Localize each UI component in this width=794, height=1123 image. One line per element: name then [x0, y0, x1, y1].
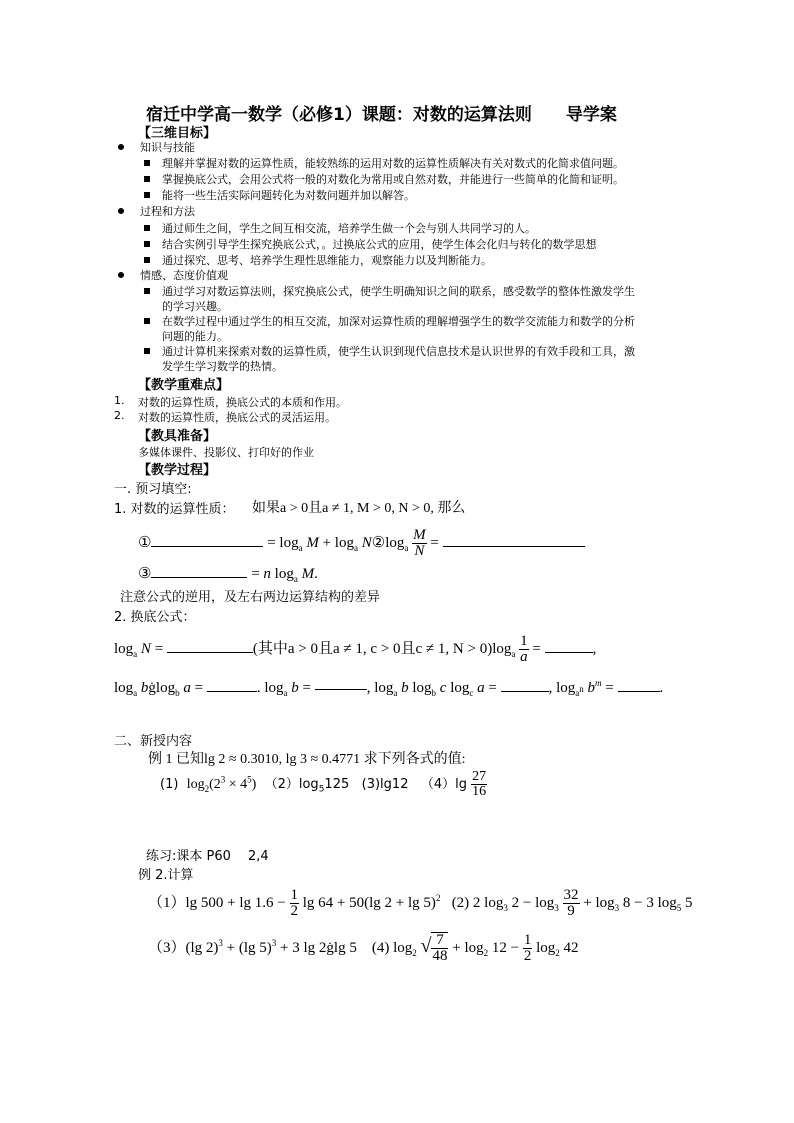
- goal-item: 能将一些生活实际问题转化为对数问题并加以解答。: [162, 189, 415, 202]
- section-heading-goals: 【三维目标】: [138, 126, 217, 141]
- goal-item: 通过师生之间，学生之间互相交流，培养学生做一个会与别人共同学习的人。: [162, 222, 536, 235]
- note-text: 注意公式的逆用，及左右两边运算结构的差异: [120, 590, 381, 605]
- tools-text: 多媒体课件、投影仪、打印好的作业: [138, 446, 314, 459]
- example-2-line-1: （1）lg 500 + lg 1.6 − $\frac{1}{2}$ lg 64 + 50(lg 2 + lg 5)$^2$ (2) 2 $\log_3 2 - \log_3$ $\frac{32}{9}$ + $\log_3 8 - 3$ $\log_5 5$: [148, 887, 693, 919]
- goal-category-1: 知识与技能: [140, 141, 195, 154]
- goal-item: 通过计算机来探索对数的运算性质，使学生认识到现代信息技术是认识世界的有效手段和工具，激: [162, 345, 635, 358]
- example-1-intro: 例 1 已知lg 2 ≈ 0.3010, lg 3 ≈ 0.4771 求下列各式的值:: [148, 752, 466, 767]
- question-1-condition: 如果a > 0且a ≠ 1, M > 0, N > 0, 那么: [252, 501, 466, 516]
- page-title: 宿迁中学高一数学（必修1）课题：对数的运算法则 导学案: [146, 105, 617, 125]
- goal-category-2: 过程和方法: [140, 205, 195, 218]
- ex1-item-label: （2）log: [264, 777, 319, 792]
- answer-blank[interactable]: [315, 688, 367, 690]
- part-heading-new: 二、新授内容: [114, 734, 193, 749]
- formula-line-1: ① = $\log_a M + \log_a$ $N②\log_a$ $\frac{M}{N}$ =: [138, 528, 585, 559]
- answer-blank[interactable]: [545, 651, 593, 653]
- section-heading-process: 【教学过程】: [138, 463, 217, 478]
- square-bullet-icon: [144, 225, 150, 231]
- goal-category-3: 情感、态度价值观: [140, 269, 228, 282]
- answer-blank[interactable]: [618, 690, 660, 692]
- change-of-base-condition: (其中a > 0且a ≠ 1, c > 0且c ≠ 1, N > 0): [252, 640, 493, 657]
- goal-item-cont: 的学习兴趣。: [162, 300, 228, 313]
- question-2-label: 2. 换底公式：: [114, 610, 196, 625]
- part-heading-preview: 一. 预习填空:: [114, 482, 192, 497]
- change-of-base-line-2: $\log_a$ bġlog$_b$ a = . $\log_a b$ = , $\log_a b$ $\log_b c$ $\log_c a$ = , $\log_{a^n} b^m$ = .: [114, 678, 664, 698]
- square-bullet-icon: [144, 160, 150, 166]
- list-number: 2.: [114, 409, 125, 422]
- bullet-icon: [118, 272, 124, 278]
- answer-blank[interactable]: [151, 545, 263, 547]
- goal-item: 在数学过程中通过学生的相互交流，加深对运算性质的理解增强学生的数学交流能力和数学的分析: [162, 315, 635, 328]
- circled-number: ③: [138, 566, 152, 582]
- question-1-label: 1. 对数的运算性质：: [114, 502, 235, 517]
- keypoint-item: 对数的运算性质，换底公式的本质和作用。: [138, 396, 347, 409]
- ex1-item-label: (3)lg12: [361, 777, 409, 792]
- keypoint-item: 对数的运算性质，换底公式的灵活运用。: [138, 411, 336, 424]
- goal-item-cont: 问题的能力。: [162, 330, 228, 343]
- ex1-item-label: （4）lg: [420, 777, 468, 792]
- goal-item: 通过探究、思考、培养学生理性思维能力，观察能力以及判断能力。: [162, 254, 492, 267]
- answer-blank[interactable]: [501, 690, 549, 692]
- square-bullet-icon: [144, 257, 150, 263]
- answer-blank[interactable]: [443, 545, 585, 547]
- bullet-icon: [118, 208, 124, 214]
- example-2-line-2: （3）(lg 2)$^3$ + (lg 5)$^3$ + 3 lg 2ġlg 5 (4) $\log_2$ √ $\frac{7}{48}$ + $\log_2 12$ − $\frac{1}{2}$ $\log_2 42$: [148, 932, 579, 964]
- section-heading-keypoints: 【教学重难点】: [138, 378, 230, 393]
- goal-item-cont: 发学生学习数学的热情。: [162, 360, 283, 373]
- goal-item: 通过学习对数运算法则，探究换底公式，使学生明确知识之间的联系，感受数学的整体性激发学生: [162, 285, 635, 298]
- example-1-items: (1) $\log_2(2^3 \times 4^5)$ $(2)\log_5125$ (3)lg12 （4）lg $\frac{27}{16}$: [160, 769, 487, 799]
- bullet-icon: [118, 144, 124, 150]
- change-of-base-line-1: $\log_a N$ = (其中a > 0且a ≠ 1, c > 0且c ≠ 1, $N > 0)\log_a$ $\frac{1}{a}$ = ,: [114, 633, 597, 665]
- answer-blank[interactable]: [167, 651, 253, 653]
- list-number: 1.: [114, 394, 125, 407]
- formula-line-3: ③ = n $\log_a M$.: [138, 566, 318, 584]
- square-bullet-icon: [144, 176, 150, 182]
- square-bullet-icon: [144, 348, 150, 354]
- square-bullet-icon: [144, 192, 150, 198]
- practice-text: 练习:课本 P60 2,4: [146, 849, 269, 864]
- goal-item: 结合实例引导学生探究换底公式，。过换底公式的应用，使学生体会化归与转化的数学思想: [162, 238, 597, 251]
- ex1-item-label: (1): [160, 777, 179, 792]
- goal-item: 理解并掌握对数的运算性质，能较熟练的运用对数的运算性质解决有关对数式的化简求值问题。: [162, 157, 624, 170]
- section-heading-tools: 【教具准备】: [138, 429, 217, 444]
- answer-blank[interactable]: [207, 690, 257, 692]
- answer-blank[interactable]: [151, 576, 247, 578]
- example-2-label: 例 2.计算: [138, 868, 194, 883]
- circled-number: ②: [371, 534, 386, 551]
- square-bullet-icon: [144, 318, 150, 324]
- goal-item: 掌握换底公式，会用公式将一般的对数化为常用或自然对数，并能进行一些简单的化简和证明。: [162, 173, 624, 186]
- circled-number: ①: [138, 534, 152, 551]
- square-bullet-icon: [144, 288, 150, 294]
- square-bullet-icon: [144, 241, 150, 247]
